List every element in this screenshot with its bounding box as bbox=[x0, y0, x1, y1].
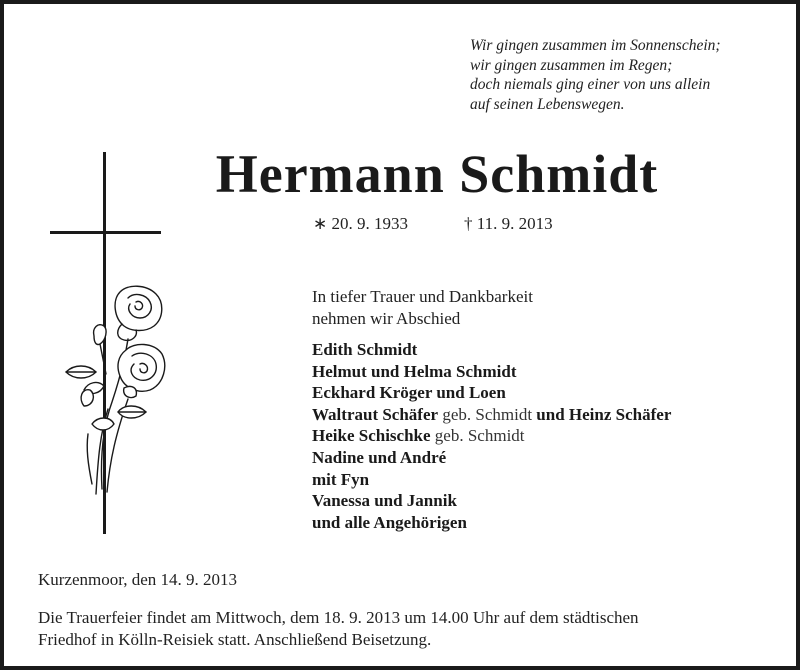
poem-line: wir gingen zusammen im Regen; bbox=[470, 56, 673, 74]
poem-line: doch niemals ging einer von uns allein bbox=[470, 76, 711, 93]
mourner-name: Heike Schischke bbox=[312, 426, 431, 446]
poem-line: auf seinen Lebenswegen. bbox=[470, 95, 625, 113]
mourner-name: Nadine und André bbox=[312, 447, 447, 467]
death-date: † 11. 9. 2013 bbox=[464, 214, 553, 233]
roses-icon bbox=[62, 284, 172, 499]
cross-horizontal-bar bbox=[50, 231, 161, 234]
poem-line: Wir gingen zusammen im Sonnenschein; bbox=[470, 37, 721, 54]
mourner-row bbox=[312, 339, 671, 361]
mourner-name: Waltraut Schäfer bbox=[312, 404, 439, 424]
funeral-line: Friedhof in Kölln-Reisiek statt. Anschließend Beisetzung. bbox=[38, 630, 432, 649]
mourner-row bbox=[312, 447, 671, 469]
maiden-name-note: geb. Schmidt bbox=[438, 404, 537, 424]
mourner-row bbox=[312, 425, 671, 447]
mourner-partner: und Heinz Schäfer bbox=[536, 404, 672, 424]
mourner-name: Edith Schmidt bbox=[312, 340, 418, 359]
place-and-date: Kurzenmoor, den 14. 9. 2013 bbox=[38, 570, 238, 589]
maiden-name-note: geb. Schmidt bbox=[430, 426, 525, 446]
mourner-name: Vanessa und Jannik bbox=[312, 491, 457, 511]
birth-date: ∗ 20. 9. 1933 bbox=[313, 214, 408, 233]
mourners-list bbox=[312, 339, 671, 533]
mourner-row bbox=[312, 512, 671, 534]
mourner-name: mit Fyn bbox=[312, 469, 370, 489]
deceased-name: Hermann Schmidt bbox=[215, 144, 659, 204]
intro-line: In tiefer Trauer und Dankbarkeit bbox=[312, 287, 533, 306]
intro-line: nehmen wir Abschied bbox=[312, 309, 461, 328]
mourner-name: und alle Angehörigen bbox=[312, 512, 467, 532]
funeral-line: Die Trauerfeier findet am Mittwoch, dem 18. 9. 2013 um 14.00 Uhr auf dem städtischen bbox=[38, 608, 639, 627]
mourner-row bbox=[312, 361, 671, 383]
mourner-row bbox=[312, 382, 671, 404]
poem bbox=[470, 36, 790, 114]
intro-text bbox=[312, 286, 533, 330]
mourner-name: Eckhard Kröger und Loen bbox=[312, 383, 506, 403]
mourner-name: Helmut und Helma Schmidt bbox=[312, 361, 517, 381]
mourner-row bbox=[312, 490, 671, 512]
mourner-row bbox=[312, 404, 671, 426]
mourner-row bbox=[312, 469, 671, 491]
funeral-info bbox=[38, 607, 778, 651]
